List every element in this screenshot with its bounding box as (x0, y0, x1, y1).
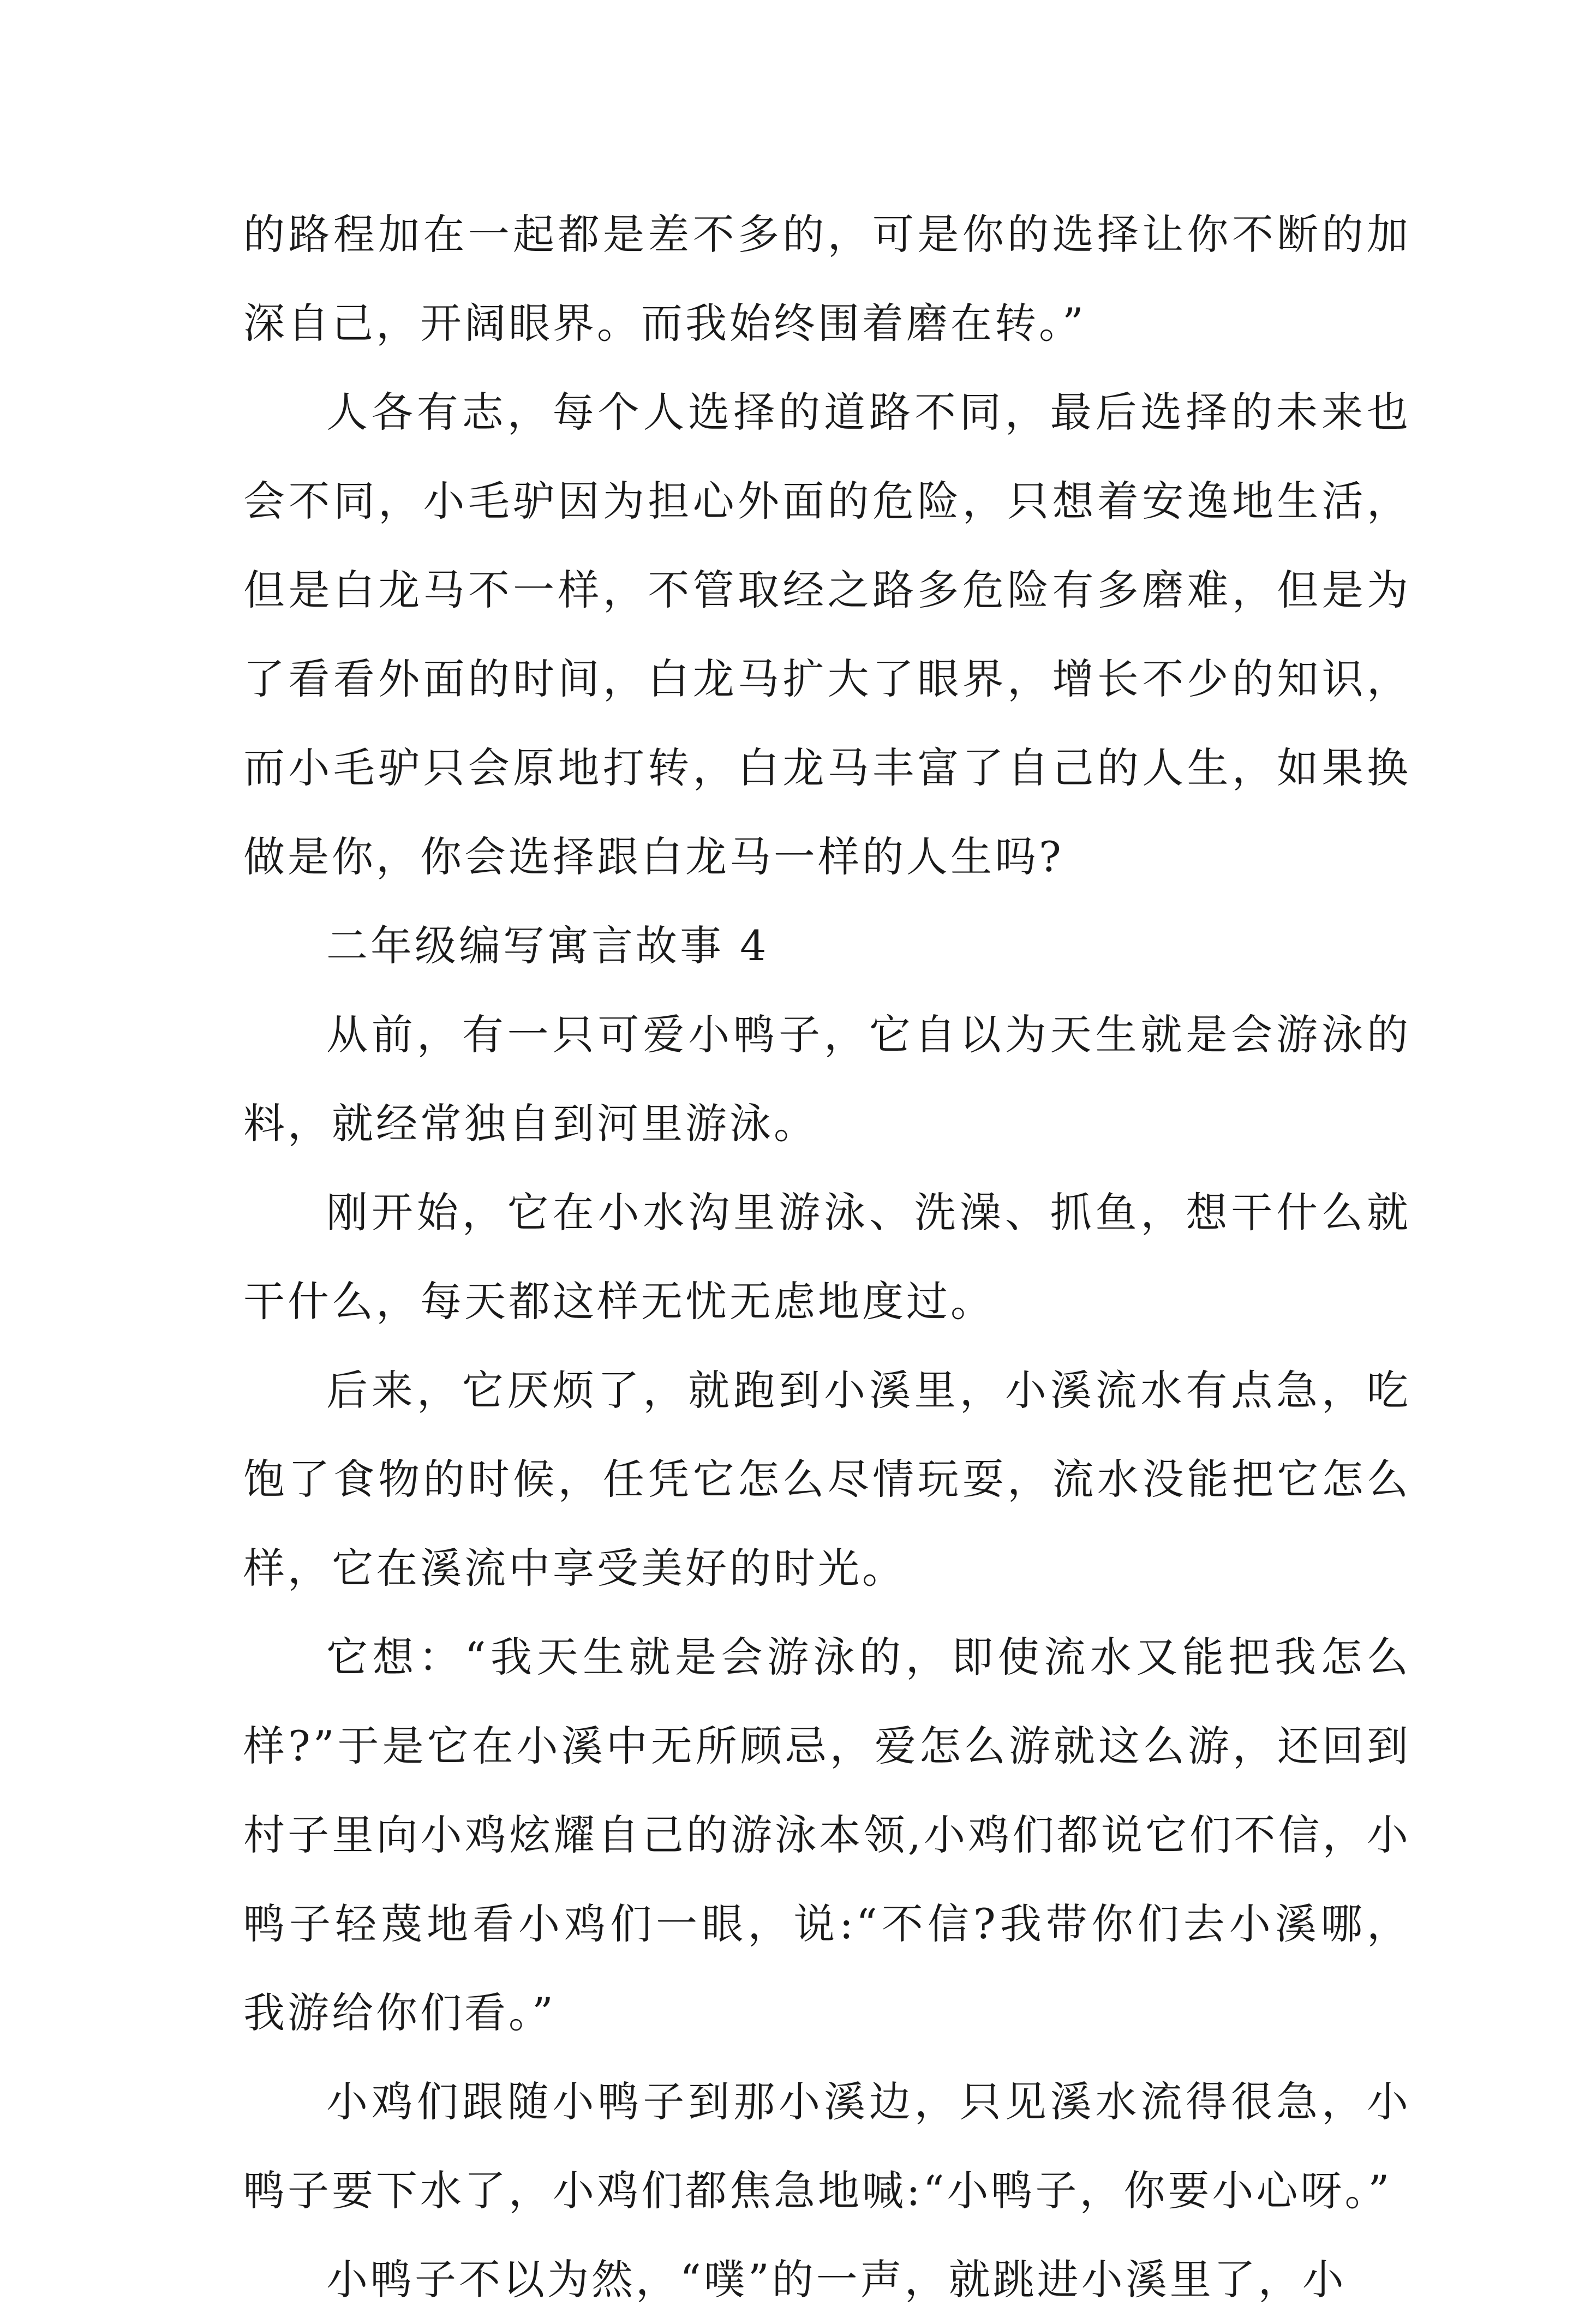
paragraph: 人各有志，每个人选择的道路不同，最后选择的未来也会不同，小毛驴因为担心外面的危险，只想着安逸地生活，但是白龙马不一样，不管取经之路多危险有多磨难，但是为了看看外面的时间，白龙马扩大了眼界，增长不少的知识，而小毛驴只会原地打转，白龙马丰富了自己的人生，如果换做是你，你会选择跟白龙马一样的人生吗? (243, 388, 1411, 881)
paragraph: 小鸭子不以为然，“噗”的一声，就跳进小溪里了，小 (326, 2255, 1347, 2304)
paragraph: 刚开始，它在小水沟里游泳、洗澡、抓鱼，想干什么就干什么，每天都这样无忧无虑地度过。 (243, 1188, 1411, 1326)
paragraph: 后来，它厌烦了，就跑到小溪里，小溪流水有点急，吃饱了食物的时候，任凭它怎么尽情玩耍，流水没能把它怎么样，它在溪流中享受美好的时光。 (243, 1366, 1411, 1592)
paragraph: 它想：“我天生就是会游泳的，即使流水又能把我怎么样?”于是它在小溪中无所顾忌，爱怎么游就这么游，还回到村子里向小鸡炫耀自己的游泳本领,小鸡们都说它们不信，小鸭子轻蔑地看小鸡们一眼，说:“不信?我带你们去小溪哪，我游给你们看。” (243, 1633, 1411, 2037)
paragraph: 小鸡们跟随小鸭子到那小溪边，只见溪水流得很急，小鸭子要下水了，小鸡们都焦急地喊:“小鸭子，你要小心呀。” (243, 2077, 1411, 2215)
section-heading: 二年级编写寓言故事 4 (326, 921, 769, 970)
document-body (243, 190, 1411, 2324)
paragraph: 的路程加在一起都是差不多的，可是你的选择让你不断的加深自己，开阔眼界。而我始终围着磨在转。” (243, 210, 1411, 348)
paragraph: 从前，有一只可爱小鸭子，它自以为天生就是会游泳的料，就经常独自到河里游泳。 (243, 1010, 1411, 1148)
